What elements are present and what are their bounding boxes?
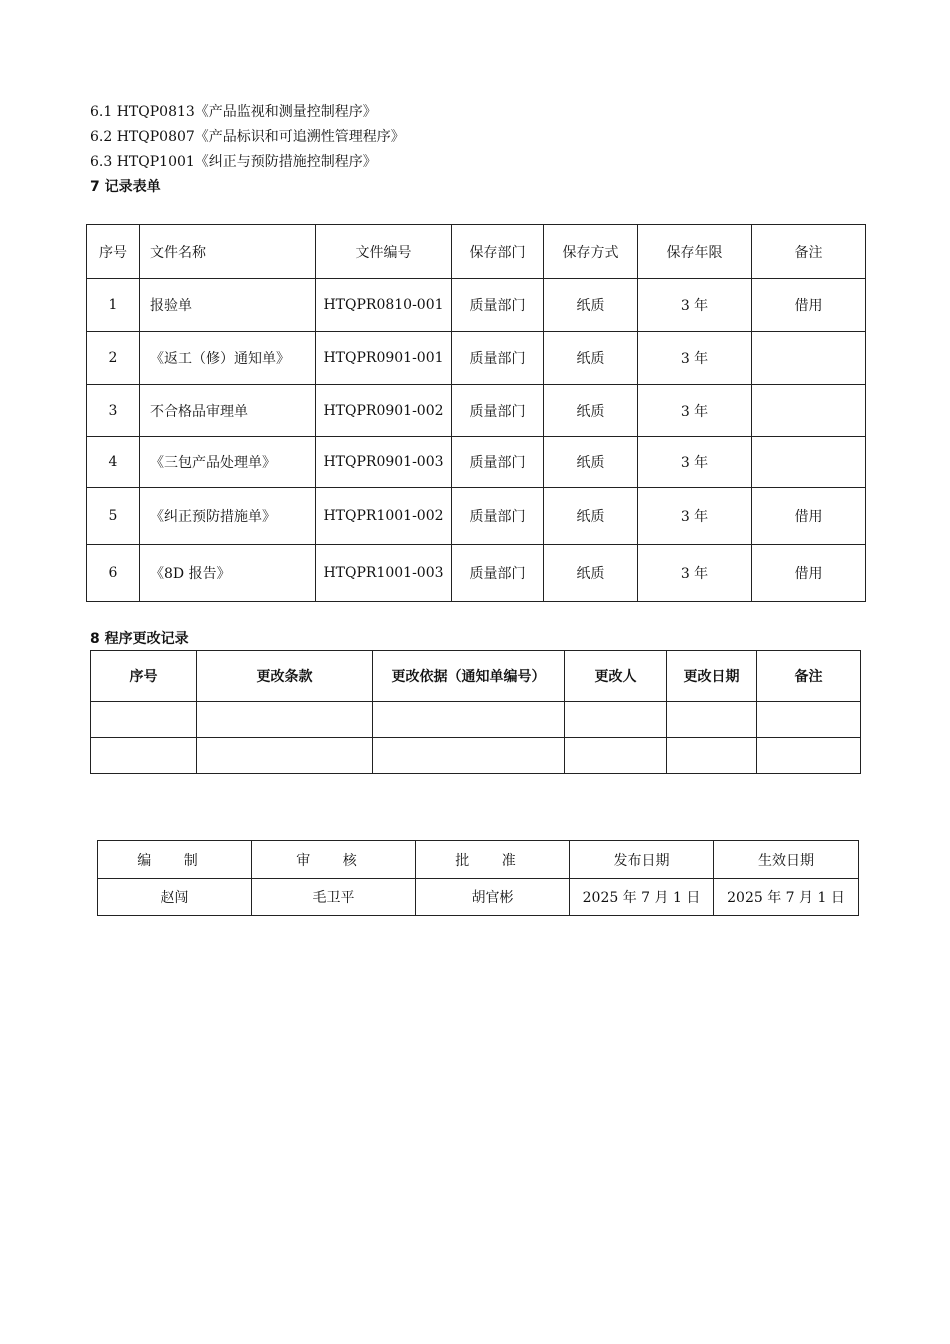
header-cell: 更改依据（通知单编号） xyxy=(373,651,565,702)
table-row xyxy=(87,332,866,385)
table-cell: 《纠正预防措施单》 xyxy=(140,488,316,545)
table-cell: 纸质 xyxy=(544,545,638,602)
table-cell: 3 年 xyxy=(638,488,752,545)
signoff-header-effective-date: 生效日期 xyxy=(714,841,859,879)
signoff-header-approved: 批 准 xyxy=(416,841,570,879)
change-log-table xyxy=(90,650,861,774)
table-row xyxy=(87,488,866,545)
table-cell: 3 年 xyxy=(638,385,752,437)
table-cell: 3 年 xyxy=(638,279,752,332)
table-cell: 借用 xyxy=(752,545,866,602)
signoff-prepared-by: 赵闯 xyxy=(98,879,252,916)
header-cell: 保存部门 xyxy=(452,225,544,279)
table-cell xyxy=(752,437,866,488)
header-cell: 更改日期 xyxy=(667,651,757,702)
table-cell: 《三包产品处理单》 xyxy=(140,437,316,488)
table-cell xyxy=(91,702,197,738)
table-cell xyxy=(197,702,373,738)
table-cell: 3 年 xyxy=(638,545,752,602)
table-cell: 质量部门 xyxy=(452,545,544,602)
table-cell: 质量部门 xyxy=(452,488,544,545)
signoff-header-reviewed: 审 核 xyxy=(252,841,416,879)
table-cell: HTQPR0810-001 xyxy=(316,279,452,332)
records-section-title: 7 记录表单 xyxy=(90,179,161,195)
header-cell: 序号 xyxy=(91,651,197,702)
table-cell xyxy=(565,702,667,738)
change-log-header-row xyxy=(91,651,861,702)
table-row xyxy=(87,385,866,437)
table-cell: 借用 xyxy=(752,279,866,332)
table-cell: 5 xyxy=(87,488,140,545)
table-cell: 3 年 xyxy=(638,437,752,488)
table-cell: 3 xyxy=(87,385,140,437)
table-cell xyxy=(373,738,565,774)
table-cell: 2 xyxy=(87,332,140,385)
table-cell: 质量部门 xyxy=(452,332,544,385)
header-cell: 备注 xyxy=(752,225,866,279)
table-cell: 不合格品审理单 xyxy=(140,385,316,437)
table-cell: 4 xyxy=(87,437,140,488)
table-cell: HTQPR0901-002 xyxy=(316,385,452,437)
signoff-reviewed-by: 毛卫平 xyxy=(252,879,416,916)
header-cell: 更改人 xyxy=(565,651,667,702)
table-cell: HTQPR1001-003 xyxy=(316,545,452,602)
header-cell: 备注 xyxy=(757,651,861,702)
header-cell: 文件名称 xyxy=(140,225,316,279)
table-cell: 《返工（修）通知单》 xyxy=(140,332,316,385)
table-cell xyxy=(373,702,565,738)
table-cell xyxy=(565,738,667,774)
table-cell: HTQPR0901-003 xyxy=(316,437,452,488)
table-cell xyxy=(752,385,866,437)
change-log-section-title: 8 程序更改记录 xyxy=(90,631,189,647)
table-cell xyxy=(757,702,861,738)
table-cell: 纸质 xyxy=(544,488,638,545)
table-cell xyxy=(91,738,197,774)
table-cell: 纸质 xyxy=(544,385,638,437)
header-cell: 更改条款 xyxy=(197,651,373,702)
table-cell: 质量部门 xyxy=(452,279,544,332)
table-cell: 纸质 xyxy=(544,332,638,385)
table-cell: 质量部门 xyxy=(452,385,544,437)
table-row xyxy=(91,702,861,738)
table-cell xyxy=(667,702,757,738)
signoff-header-release-date: 发布日期 xyxy=(570,841,714,879)
reference-line-3: 6.3 HTQP1001《纠正与预防措施控制程序》 xyxy=(90,154,377,170)
table-row xyxy=(87,279,866,332)
signoff-approved-by: 胡官彬 xyxy=(416,879,570,916)
header-cell: 序号 xyxy=(87,225,140,279)
signoff-table xyxy=(97,840,859,916)
records-table xyxy=(86,224,866,602)
table-cell xyxy=(757,738,861,774)
table-cell: 3 年 xyxy=(638,332,752,385)
header-cell: 保存年限 xyxy=(638,225,752,279)
table-row xyxy=(87,437,866,488)
table-cell xyxy=(197,738,373,774)
table-cell xyxy=(667,738,757,774)
header-cell: 文件编号 xyxy=(316,225,452,279)
signoff-header-row xyxy=(98,841,859,879)
table-cell: 纸质 xyxy=(544,279,638,332)
table-cell: 1 xyxy=(87,279,140,332)
table-cell: 《8D 报告》 xyxy=(140,545,316,602)
table-cell: HTQPR1001-002 xyxy=(316,488,452,545)
signoff-effective-date: 2025 年 7 月 1 日 xyxy=(714,879,859,916)
table-row xyxy=(87,545,866,602)
table-cell: 质量部门 xyxy=(452,437,544,488)
signoff-value-row xyxy=(98,879,859,916)
table-cell: HTQPR0901-001 xyxy=(316,332,452,385)
signoff-release-date: 2025 年 7 月 1 日 xyxy=(570,879,714,916)
header-cell: 保存方式 xyxy=(544,225,638,279)
reference-line-1: 6.1 HTQP0813《产品监视和测量控制程序》 xyxy=(90,104,377,120)
records-header-row xyxy=(87,225,866,279)
table-cell: 借用 xyxy=(752,488,866,545)
table-cell: 6 xyxy=(87,545,140,602)
signoff-header-prepared: 编 制 xyxy=(98,841,252,879)
reference-line-2: 6.2 HTQP0807《产品标识和可追溯性管理程序》 xyxy=(90,129,405,145)
table-cell: 报验单 xyxy=(140,279,316,332)
table-row xyxy=(91,738,861,774)
table-cell: 纸质 xyxy=(544,437,638,488)
table-cell xyxy=(752,332,866,385)
